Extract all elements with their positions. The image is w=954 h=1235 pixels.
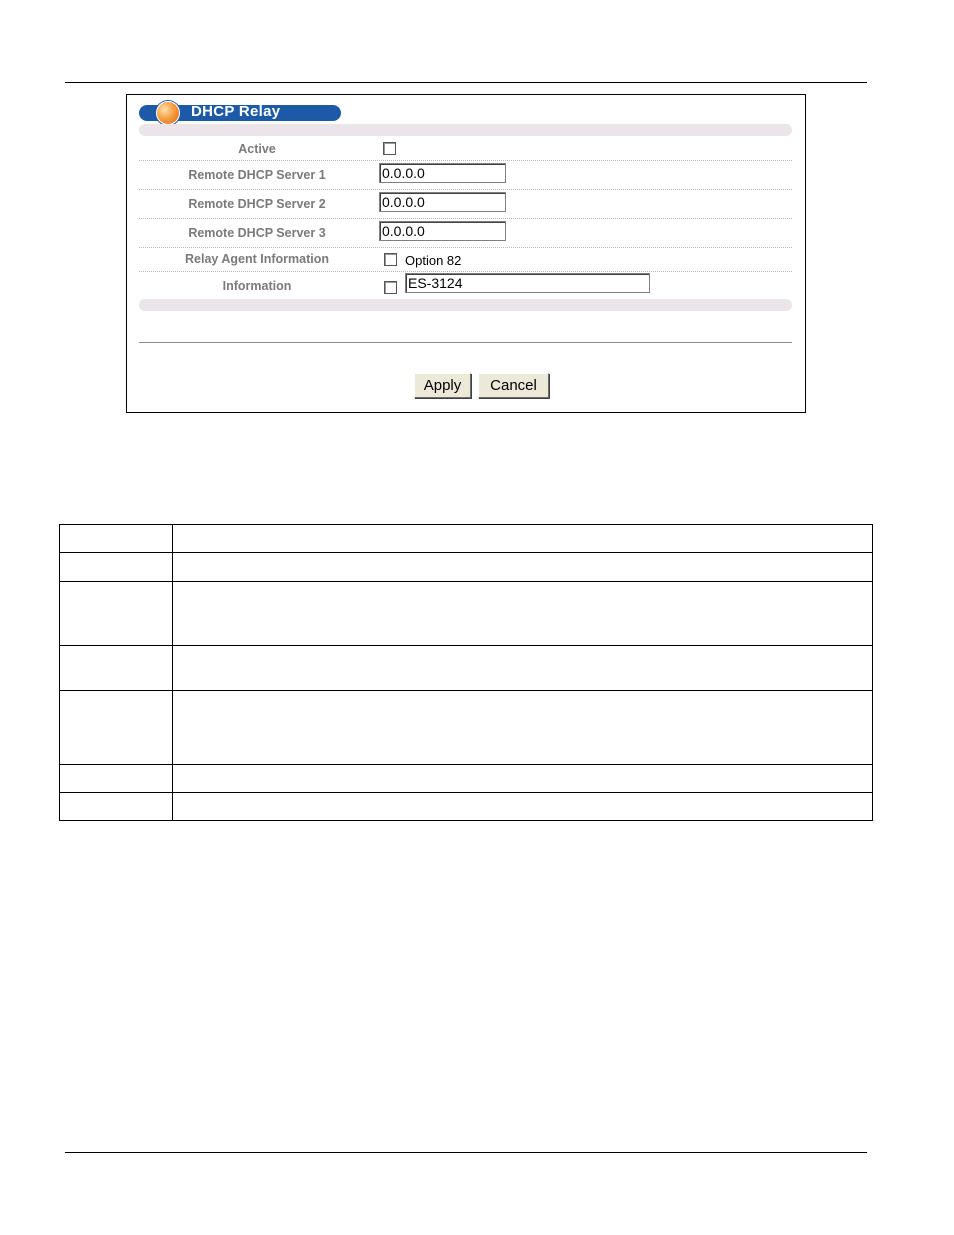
- table-row: [60, 582, 873, 646]
- server-3-label: Remote DHCP Server 3: [188, 226, 326, 240]
- information-checkbox[interactable]: [384, 281, 397, 294]
- relay-agent-label: Relay Agent Information: [185, 252, 329, 266]
- option-82-label: Option 82: [405, 253, 462, 268]
- server-3-input[interactable]: [379, 221, 506, 241]
- header-rule: [65, 82, 867, 83]
- server-1-input[interactable]: [379, 163, 506, 183]
- information-input[interactable]: [405, 273, 650, 293]
- table-row: [60, 793, 873, 821]
- footer-rule: [65, 1152, 867, 1153]
- table-row: [60, 691, 873, 765]
- apply-button[interactable]: Apply: [414, 373, 471, 398]
- description-table: [59, 524, 873, 821]
- table-row: [60, 553, 873, 582]
- bottom-band: [139, 299, 792, 311]
- row-information: [139, 272, 792, 299]
- cancel-button[interactable]: Cancel: [478, 373, 549, 398]
- top-band: [139, 124, 792, 136]
- row-active: [139, 136, 792, 161]
- table-row: [60, 765, 873, 793]
- active-label: Active: [238, 142, 276, 156]
- dhcp-relay-screen: [126, 94, 806, 413]
- server-2-label: Remote DHCP Server 2: [188, 197, 326, 211]
- orange-ball-icon: [156, 101, 180, 125]
- option-82-checkbox[interactable]: [384, 253, 397, 266]
- server-2-input[interactable]: [379, 192, 506, 212]
- row-server-1: [139, 161, 792, 190]
- separator-line: [139, 342, 792, 343]
- row-relay-agent: [139, 248, 792, 272]
- information-label: Information: [222, 279, 292, 293]
- active-checkbox[interactable]: [383, 142, 396, 155]
- row-server-3: [139, 219, 792, 248]
- row-server-2: [139, 190, 792, 219]
- panel-title: DHCP Relay: [191, 103, 281, 120]
- table-row: [60, 525, 873, 553]
- table-row: [60, 646, 873, 691]
- server-1-label: Remote DHCP Server 1: [188, 168, 326, 182]
